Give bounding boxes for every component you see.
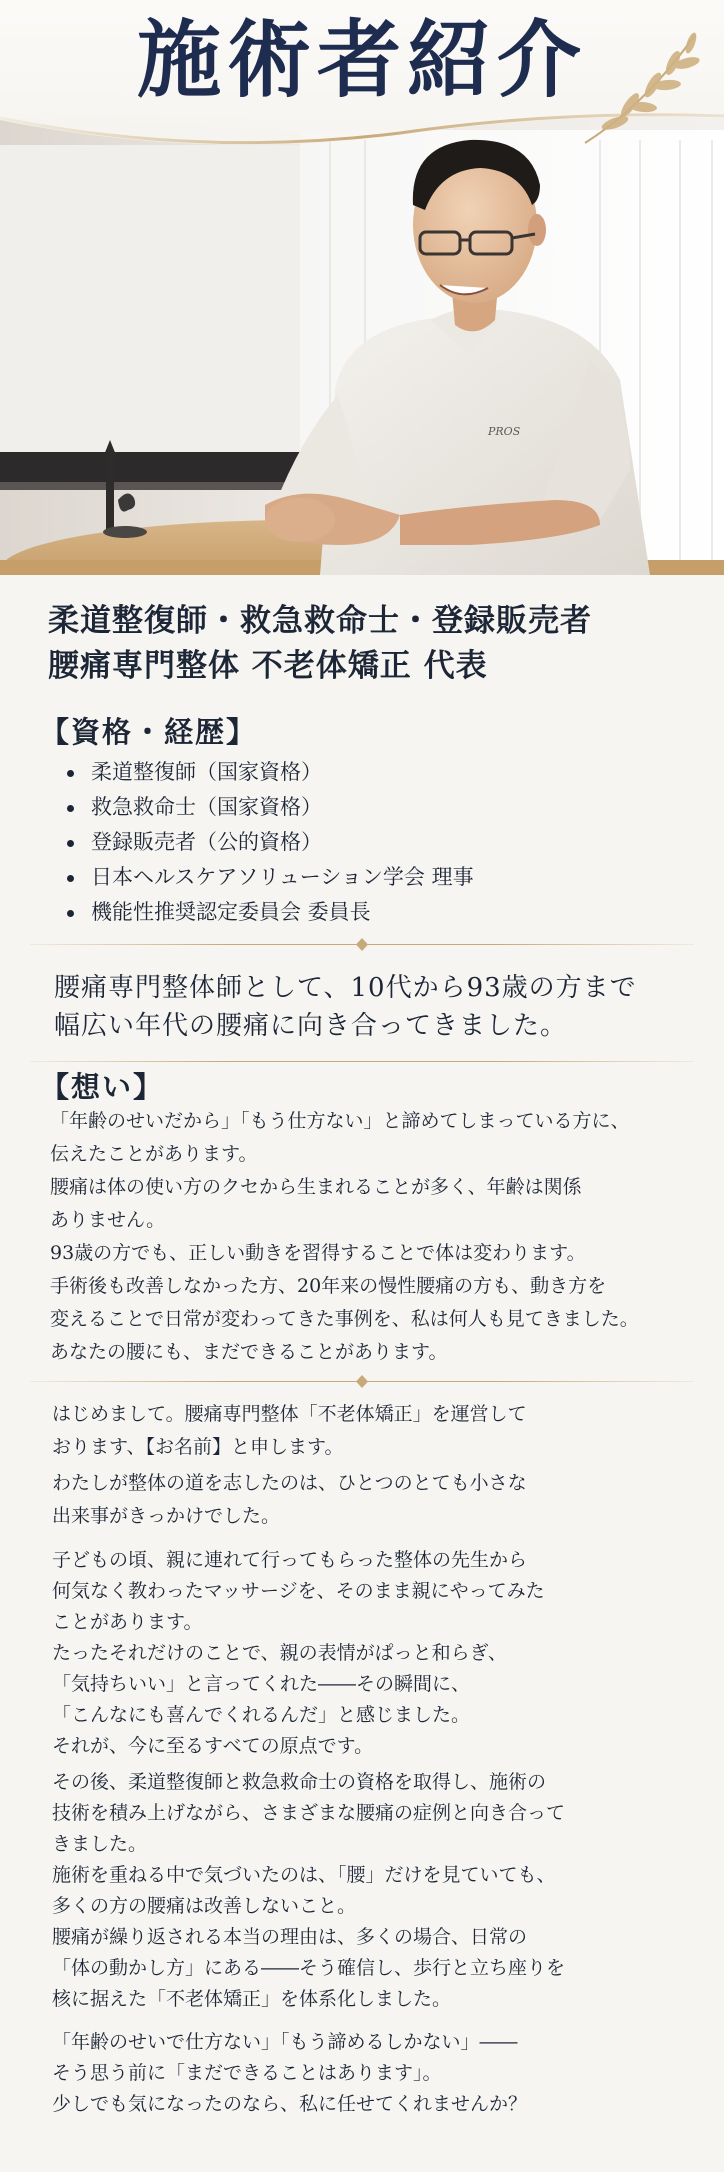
intro-line: 腰痛が繰り返される本当の理由は、多くの場合、日常の <box>52 1926 528 1948</box>
intro-line: 技術を積み上げながら、さまざまな腰痛の症例と向き合って <box>52 1802 566 1824</box>
diamond-icon <box>356 1375 368 1388</box>
intro-paragraph <box>52 1545 545 1762</box>
diamond-icon <box>356 938 368 951</box>
intro-paragraph <box>52 1467 527 1533</box>
intro-line: はじめまして。腰痛専門整体「不老体矯正」を運営して <box>52 1403 527 1425</box>
closing-paragraph <box>52 2027 527 2120</box>
intro-line: ことがあります。 <box>52 1611 203 1633</box>
laurel-icon <box>575 25 724 150</box>
page-title: 施術者紹介 <box>136 10 587 109</box>
thoughts-line: ありません。 <box>50 1209 166 1231</box>
qualification-item: 機能性推奨認定委員会 委員長 <box>65 895 474 930</box>
section-divider <box>30 1375 694 1389</box>
thoughts-line: 手術後も改善しなかった方、20年来の慢性腰痛の方も、動き方を <box>50 1275 607 1297</box>
thoughts-heading: 【想い】 <box>40 1070 165 1104</box>
experience-summary-line: 幅広い年代の腰痛に向き合ってきました。 <box>54 1011 568 1041</box>
intro-line: 施術を重ねる中で気づいたのは、「腰」だけを見ていても、 <box>52 1864 556 1886</box>
intro-line: 核に据えた「不老体矯正」を体系化しました。 <box>52 1988 452 2010</box>
intro-line: 「こんなにも喜んでくれるんだ」と感じました。 <box>52 1704 471 1726</box>
intro-line: 「体の動かし方」にある――そう確信し、歩行と立ち座りを <box>52 1957 566 1979</box>
role-title-primary: 柔道整復師・救急救命士・登録販売者 <box>48 603 592 639</box>
thoughts-text <box>50 1105 639 1369</box>
intro-line: 子どもの頃、親に連れて行ってもらった整体の先生から <box>52 1549 528 1571</box>
svg-text:PROS: PROS <box>488 425 521 438</box>
intro-paragraph <box>52 1767 565 2015</box>
thoughts-line: 腰痛は体の使い方のクセから生まれることが多く、年齢は関係 <box>50 1176 582 1198</box>
intro-line: その後、柔道整復師と救急救命士の資格を取得し、施術の <box>52 1771 547 1793</box>
intro-line: たったそれだけのことで、親の表情がぱっと和らぎ、 <box>52 1642 507 1664</box>
intro-line: 何気なく教わったマッサージを、そのまま親にやってみた <box>52 1580 545 1602</box>
thoughts-line: 変えることで日常が変わってきた事例を、私は何人も見てきました。 <box>50 1308 639 1330</box>
intro-line: おります、【お名前】と申します。 <box>52 1436 344 1458</box>
qualifications-heading: 【資格・経歴】 <box>40 715 258 749</box>
divider-line <box>30 1061 694 1062</box>
hero-section <box>0 0 724 575</box>
qualification-item: 登録販売者（公的資格） <box>65 825 474 860</box>
thoughts-line: 93歳の方でも、正しい動きを習得することで体は変わります。 <box>50 1242 586 1264</box>
section-divider <box>30 938 694 952</box>
role-title-secondary: 腰痛専門整体 不老体矯正 代表 <box>48 648 488 684</box>
closing-line: そう思う前に「まだできることはあります」。 <box>52 2062 442 2084</box>
closing-line: 「年齢のせいで仕方ない」「もう諦めるしかない」―― <box>52 2031 518 2053</box>
intro-paragraph <box>52 1398 527 1464</box>
intro-line: 出来事がきっかけでした。 <box>52 1505 281 1527</box>
intro-line: 「気持ちいい」と言ってくれた――その瞬間に、 <box>52 1673 471 1695</box>
intro-line: 多くの方の腰痛は改善しないこと。 <box>52 1895 357 1917</box>
qualifications-list <box>65 755 474 930</box>
qualification-item: 日本ヘルスケアソリューション学会 理事 <box>65 860 474 895</box>
intro-line: わたしが整体の道を志したのは、ひとつのとても小さな <box>52 1472 527 1494</box>
thoughts-line: あなたの腰にも、まだできることがあります。 <box>50 1341 448 1363</box>
qualification-item: 救急救命士（国家資格） <box>65 790 474 825</box>
closing-line: 少しでも気になったのなら、私に任せてくれませんか？ <box>52 2093 528 2115</box>
thoughts-line: 伝えたことがあります。 <box>50 1143 258 1165</box>
intro-line: きました。 <box>52 1833 148 1855</box>
experience-summary-line: 腰痛専門整体師として、10代から93歳の方まで <box>54 973 637 1003</box>
intro-line: それが、今に至るすべての原点です。 <box>52 1735 374 1757</box>
thoughts-line: 「年齢のせいだから」「もう仕方ない」と諦めてしまっている方に、 <box>50 1110 630 1132</box>
qualification-item: 柔道整復師（国家資格） <box>65 755 474 790</box>
profile-content <box>0 575 724 2172</box>
